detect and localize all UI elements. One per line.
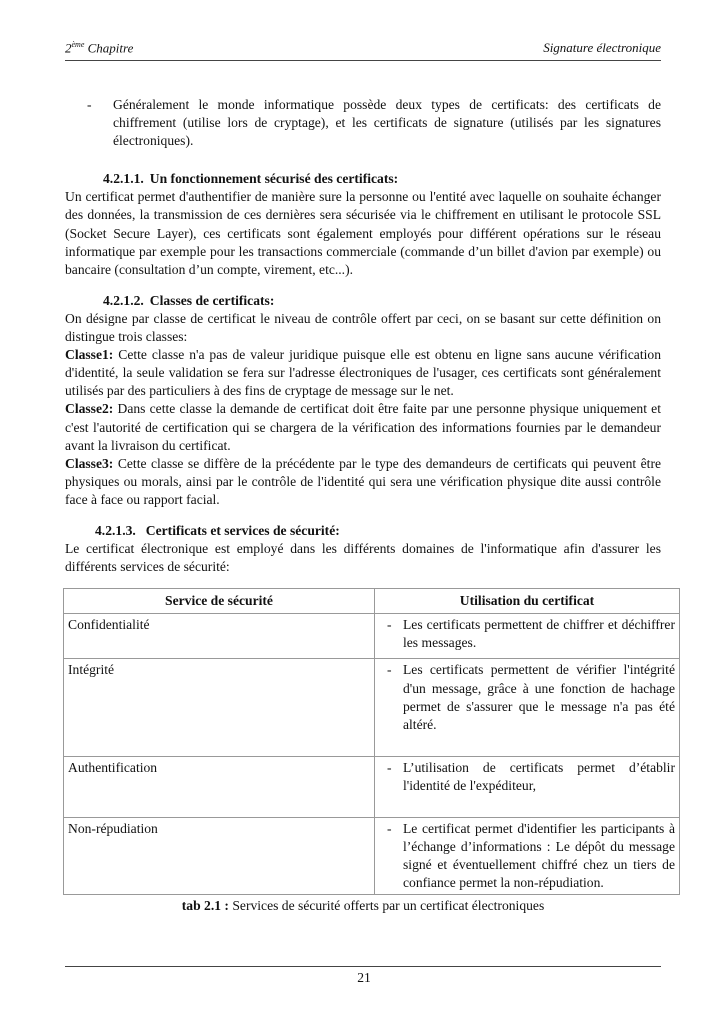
class-paragraph-1 bbox=[65, 346, 661, 400]
usage-text: L’utilisation de certificats permet d’établir l'identité de l'expéditeur, bbox=[403, 759, 675, 793]
usage-cell bbox=[375, 818, 680, 895]
section-number: 4.2.1.1. bbox=[103, 171, 144, 187]
section-number: 4.2.1.2. bbox=[103, 292, 144, 308]
section-number: 4.2.1.3. bbox=[95, 522, 136, 538]
service-cell: Confidentialité bbox=[64, 614, 375, 659]
usage-dash: - bbox=[387, 821, 392, 836]
table-row bbox=[64, 756, 680, 817]
usage-text: Les certificats permettent de vérifier l'intégrité d'un message, grâce à une fonction de hachage permet de s'assurer que le message n'a pas été altéré. bbox=[403, 662, 675, 732]
caption-label: tab 2.1 : bbox=[181, 898, 229, 914]
section-body-4211: Un certificat permet d'authentifier de manière sure la personne ou l'entité avec laquelle on souhaite échanger des données, la transmission de ces dernières sera sécurisée via le chiffrement en utilisant le protocole SSL (Socket Secure Layer), ces certificats sont également employés pour différent opérations sur le réseau informatique par exemple pour les transactions commerciale (commande d’un billet d'avion par exemple) ou bancaire (consultation d’un compte, virement, etc...). bbox=[65, 189, 661, 277]
page-number: 21 bbox=[357, 970, 371, 985]
section-body-4212: On désigne par classe de certificat le niveau de contrôle offert par ceci, on se basant sur cette définition on distingue trois classes: bbox=[65, 310, 661, 345]
bullet-dash: - bbox=[87, 97, 92, 112]
usage-cell bbox=[375, 614, 680, 659]
class-paragraph-3 bbox=[65, 455, 661, 509]
usage-dash: - bbox=[387, 662, 392, 678]
class-paragraph-2 bbox=[65, 400, 661, 454]
caption-text: Services de sécurité offerts par un certificat électroniques bbox=[228, 898, 545, 914]
table-row bbox=[64, 614, 680, 659]
class-label: Classe3: bbox=[65, 455, 114, 471]
service-cell: Intégrité bbox=[64, 659, 375, 756]
usage-text: Le certificat permet d'identifier les participants à l’échange d’informations : Le dépôt du message signé et éventuellement chiffré chez un tiers de confiance permet la non-répudiation. bbox=[403, 821, 675, 891]
section-title: Classes de certificats: bbox=[149, 292, 275, 308]
service-cell: Non-répudiation bbox=[64, 818, 375, 895]
class-text: Cette classe n'a pas de valeur juridique puisque elle est obtenu en ligne sans aucune vérification d'identité, la seule validation se fera sur l'adresse électroniques de l'usager, ces certificats sont généralement utilisés par des particuliers à des fins de cryptage de message sur le net. bbox=[65, 347, 661, 399]
class-label: Classe1: bbox=[65, 347, 114, 363]
usage-dash: - bbox=[387, 759, 392, 775]
page-header bbox=[65, 36, 661, 61]
usage-cell bbox=[375, 756, 680, 817]
security-services-table bbox=[63, 588, 680, 895]
section-heading-4211 bbox=[65, 170, 661, 188]
section-body-4213: Le certificat électronique est employé dans les différents domaines de l'informatique afin d'assurer les différents services de sécurité: bbox=[65, 541, 661, 575]
table-row bbox=[64, 659, 680, 756]
class-text: Dans cette classe la demande de certificat doit être faite par une personne physique uniquement et c'est l'autorité de certification qui se chargera de la vérification des informations fournies par le demandeur avant la livraison du certificat. bbox=[65, 401, 661, 453]
section-title: Un fonctionnement sécurisé des certificats: bbox=[149, 171, 399, 187]
class-label: Classe2: bbox=[65, 401, 114, 417]
service-cell: Authentification bbox=[64, 756, 375, 817]
page-content bbox=[65, 96, 675, 915]
table-header-service: Service de sécurité bbox=[64, 589, 375, 614]
class-text: Cette classe se diffère de la précédente par le type des demandeurs de certificats qui peuvent être physiques ou morals, ainsi par le contrôle de l'identité qui sera une vérification physique dite aussi contrôle face à face ou rapport facial. bbox=[65, 455, 661, 507]
bullet-text: Généralement le monde informatique possède deux types de certificats: des certificats de chiffrement (utilise lors de cryptage), et les certificats de signature (utilisés par les signatures électroniques). bbox=[113, 97, 661, 149]
table-row bbox=[64, 818, 680, 895]
table-header-usage: Utilisation du certificat bbox=[375, 589, 680, 614]
section-title: Certificats et services de sécurité: bbox=[145, 522, 340, 538]
usage-text: Les certificats permettent de chiffrer et déchiffrer les messages. bbox=[403, 617, 675, 651]
footer-divider bbox=[65, 966, 661, 967]
intro-bullet bbox=[87, 96, 661, 150]
chapter-superscript: ème bbox=[71, 40, 85, 49]
chapter-number: 2 bbox=[65, 40, 72, 56]
chapter-word: Chapitre bbox=[87, 40, 134, 56]
usage-dash: - bbox=[387, 617, 392, 633]
chapter-label bbox=[65, 40, 133, 56]
section-heading-4213 bbox=[65, 522, 661, 540]
section-heading-4212 bbox=[65, 292, 661, 310]
table-header-row bbox=[64, 589, 680, 614]
header-title: Signature électronique bbox=[543, 40, 661, 55]
table-caption bbox=[65, 897, 661, 915]
usage-cell bbox=[375, 659, 680, 756]
